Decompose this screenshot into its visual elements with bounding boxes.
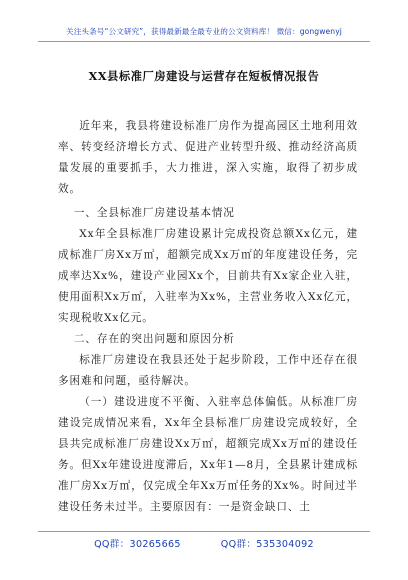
body-paragraph: 标准厂房建设在我县还处于起步阶段，工作中还存在很多困难和问题，亟待解决。 — [58, 354, 358, 387]
document-body — [58, 116, 358, 518]
header-note: 关注头条号“公文研究”，获得最新最全最专业的公文资料库！ 微信：gongwenyj — [66, 27, 342, 36]
page-title: XX县标准厂房建设与运营存在短板情况报告 — [88, 69, 320, 83]
footer-qq-group-1: QQ群：30265665 — [94, 539, 181, 550]
header-divider — [38, 41, 370, 42]
section-heading-2: 二、存在的突出问题和原因分析 — [73, 333, 235, 345]
footer-qq-group-2: QQ群：535304092 — [220, 539, 314, 550]
body-paragraph: Xx年全县标准厂房建设累计完成投资总额Xx亿元，建成标准厂房Xx万㎡，超额完成Xx万㎡的年度建设任务，完成率达Xx%，建设产业园Xx个，目前共有Xx家企业入驻，使用面积Xx万㎡，入驻率为Xx%，主营业务收入Xx亿元，实现税收Xx亿元。 — [58, 228, 358, 324]
section-heading-1: 一、全县标准厂房建设基本情况 — [73, 207, 235, 219]
footer — [0, 536, 408, 550]
body-paragraph: （一）建设进度不平衡、入驻率总体偏低。从标准厂房建设完成情况来看，Xx年全县标准厂房建设完成较好，全县共完成标准厂房建设Xx万㎡，超额完成Xx万㎡的建设任务。但Xx年建设进度滞后，Xx年1—8月，全县累计建成标准厂房Xx万㎡，仅完成全年Xx万㎡任务的Xx%。时间过半建设任务未过半。主要原因有：一是资金缺口、土 — [58, 396, 358, 513]
footer-divider — [38, 531, 370, 532]
intro-paragraph: 近年来，我县将建设标准厂房作为提高园区土地利用效率、转变经济增长方式、促进产业转型升级、推动经济高质量发展的重要抓手，大力推进，深入实施，取得了初步成效。 — [58, 120, 358, 195]
